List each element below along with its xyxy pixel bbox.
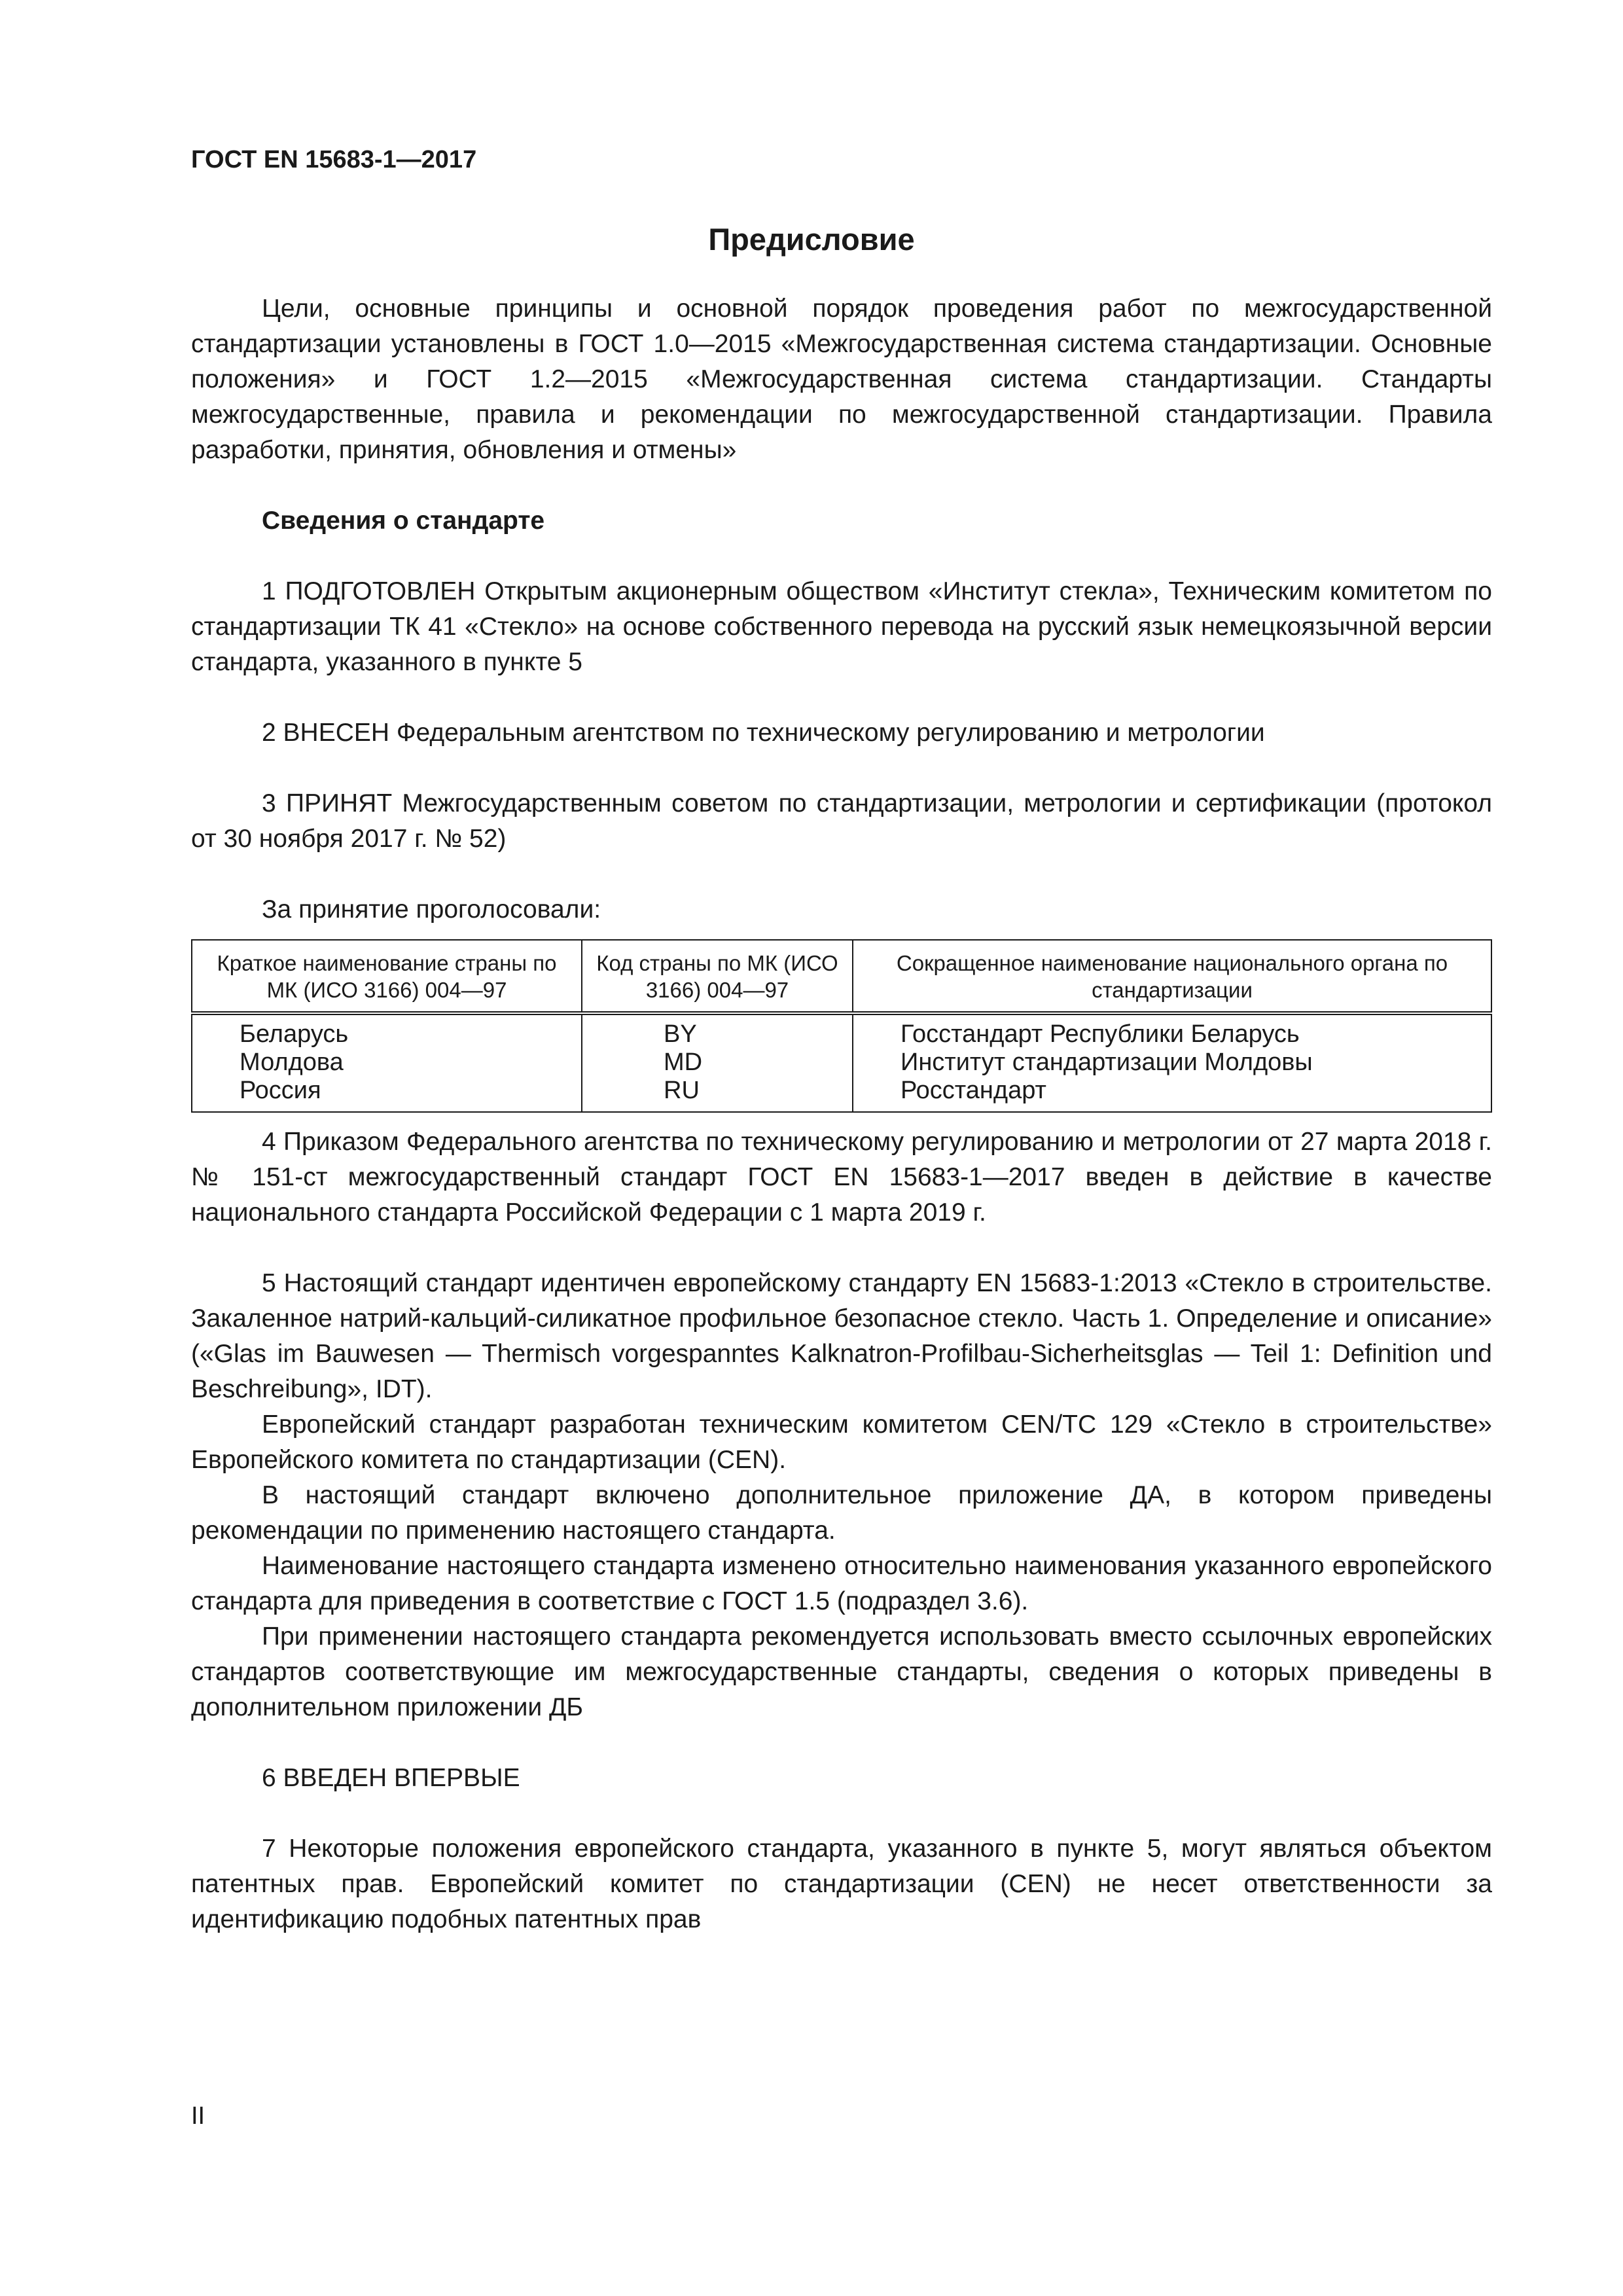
item-5-references-paragraph: При применении настоящего стандарта рекомендуется использовать вместо ссылочных европейских стандартов соответствующие им межгосударственные стандарты, сведения о которых приведены в дополнительном приложении ДБ [191,1623,1492,1721]
item-7-paragraph: 7 Некоторые положения европейского стандарта, указанного в пункте 5, могут являться объектом патентных прав. Европейский комитет по стандартизации (CEN) не несет ответственности за идентификацию подобных патентных прав [191,1835,1492,1933]
item-3-paragraph: 3 ПРИНЯТ Межгосударственным советом по стандартизации, метрологии и сертификации (протокол от 30 ноября 2017 г. № 52) [191,789,1492,853]
item-5-committee-paragraph: Европейский стандарт разработан техническим комитетом CEN/TC 129 «Стекло в строительстве» Европейского комитета по стандартизации (CEN). [191,1410,1492,1474]
item-5-name-paragraph: Наименование настоящего стандарта изменено относительно наименования указанного европейского стандарта для приведения в соответствие с ГОСТ 1.5 (подраздел 3.6). [191,1552,1492,1615]
table-header-code: Код страны по МК (ИСО 3166) 004—97 [582,940,853,1013]
item-5-paragraph: 5 Настоящий стандарт идентичен европейскому стандарту EN 15683-1:2013 «Стекло в строительстве. Закаленное натрий-кальций-силикатное профильное безопасное стекло. Часть 1. Определение и описание» («Glas im Bauwesen — Thermisch vorgespanntes Kalknatron-Profilbau-Sicherheitsglas — Teil 1: Definition und Beschreibung», IDT). [191,1269,1492,1403]
table-cell-body: Росстандарт [853,1077,1491,1112]
document-code: ГОСТ EN 15683-1—2017 [191,146,477,173]
item-2-paragraph: 2 ВНЕСЕН Федеральным агентством по техническому регулированию и метрологии [262,719,1265,747]
table-row [192,1049,1491,1077]
table-header-country: Краткое наименование страны по МК (ИСО 3166) 004—97 [192,940,582,1013]
page-title: Предисловие [708,222,915,257]
document-body [191,291,1492,1937]
table-cell-country: Беларусь [192,1013,582,1049]
section-subheading: Сведения о стандарте [262,507,545,535]
table-cell-code: RU [582,1077,853,1112]
item-1-paragraph: 1 ПОДГОТОВЛЕН Открытым акционерным обществом «Институт стекла», Техническим комитетом по стандартизации ТК 41 «Стекло» на основе собственного перевода на русский язык немецкоязычной версии стандарта, указанного в пункте 5 [191,577,1492,676]
table-header-row [192,940,1491,1013]
item-5-annex-paragraph: В настоящий стандарт включено дополнительное приложение ДА, в котором приведены рекомендации по применению настоящего стандарта. [191,1481,1492,1545]
table-cell-country: Молдова [192,1049,582,1077]
table-cell-body: Госстандарт Республики Беларусь [853,1013,1491,1049]
vote-intro: За принятие проголосовали: [262,895,601,924]
table-cell-code: MD [582,1049,853,1077]
table-cell-body: Институт стандартизации Молдовы [853,1049,1491,1077]
intro-paragraph: Цели, основные принципы и основной порядок проведения работ по межгосударственной стандартизации установлены в ГОСТ 1.0—2015 «Межгосударственная система стандартизации. Основные положения» и ГОСТ 1.2—2015 «Межгосударственная система стандартизации. Стандарты межгосударственные, правила и рекомендации по межгосударственной стандартизации. Правила разработки, принятия, обновления и отмены» [191,295,1492,464]
table-cell-code: BY [582,1013,853,1049]
table-row [192,1077,1491,1112]
table-cell-country: Россия [192,1077,582,1112]
table-row [192,1013,1491,1049]
table-header-body: Сокращенное наименование национального органа по стандартизации [853,940,1491,1013]
voting-table [191,939,1492,1113]
page-number: II [191,2102,205,2130]
item-6-paragraph: 6 ВВЕДЕН ВПЕРВЫЕ [262,1764,520,1792]
item-4-paragraph: 4 Приказом Федерального агентства по техническому регулированию и метрологии от 27 марта 2018 г. № 151-ст межгосударственный стандарт ГОСТ EN 15683-1—2017 введен в действие в качестве национального стандарта Российской Федерации с 1 марта 2019 г. [191,1128,1492,1227]
